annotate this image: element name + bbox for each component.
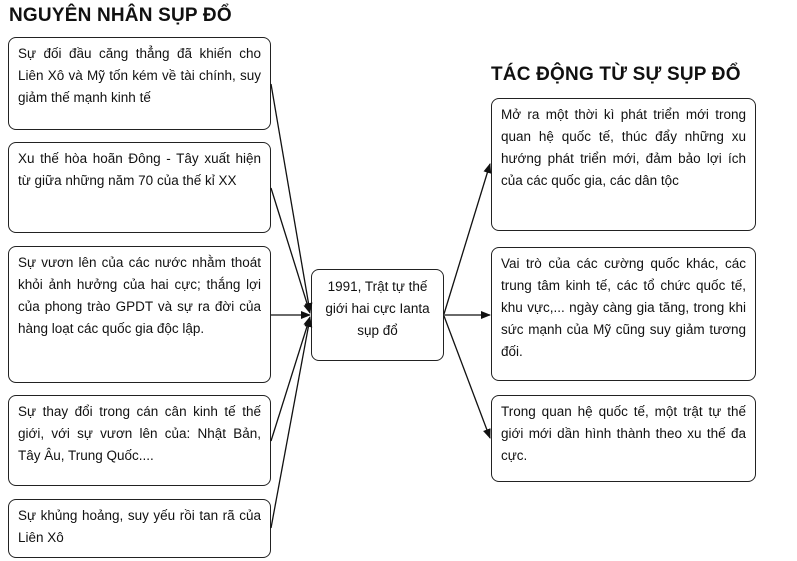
cause-box-1: Sự đối đầu căng thẳng đã khiến cho Liên Xô và Mỹ tốn kém về tài chính, suy giảm thế mạnh kinh tế [8, 37, 271, 130]
cause-box-4: Sự thay đổi trong cán cân kinh tế thế giới, với sự vươn lên của: Nhật Bản, Tây Âu, Trung Quốc.... [8, 395, 271, 486]
causes-heading: NGUYÊN NHÂN SỤP ĐỔ [9, 5, 232, 26]
arrow-cause-2 [271, 188, 310, 313]
cause-box-2: Xu thế hòa hoãn Đông - Tây xuất hiện từ giữa những năm 70 của thế kỉ XX [8, 142, 271, 233]
cause-box-5: Sự khủng hoảng, suy yếu rồi tan rã của Liên Xô [8, 499, 271, 558]
center-box: 1991, Trật tự thế giới hai cực Ianta sụp đổ [311, 269, 444, 361]
cause-box-3: Sự vươn lên của các nước nhằm thoát khỏi ảnh hưởng của hai cực; thắng lợi của phong trào GPDT và sự ra đời của hàng loạt các quốc gia độc lập. [8, 246, 271, 383]
arrow-effect-1 [444, 164, 490, 314]
effect-box-1: Mở ra một thời kì phát triển mới trong quan hệ quốc tế, thúc đẩy những xu hướng phát triển mới, đảm bảo lợi ích của các quốc gia, các dân tộc [491, 98, 756, 231]
arrow-effect-3 [444, 316, 490, 438]
effect-box-2: Vai trò của các cường quốc khác, các trung tâm kinh tế, các tổ chức quốc tế, khu vực,... ngày càng gia tăng, trong khi sức mạnh của Mỹ cũng suy giảm tương đối. [491, 247, 756, 381]
effects-heading: TÁC ĐỘNG TỪ SỰ SỤP ĐỔ [491, 64, 741, 85]
effect-box-3: Trong quan hệ quốc tế, một trật tự thế giới mới dần hình thành theo xu thế đa cực. [491, 395, 756, 482]
arrow-cause-1 [271, 84, 310, 312]
